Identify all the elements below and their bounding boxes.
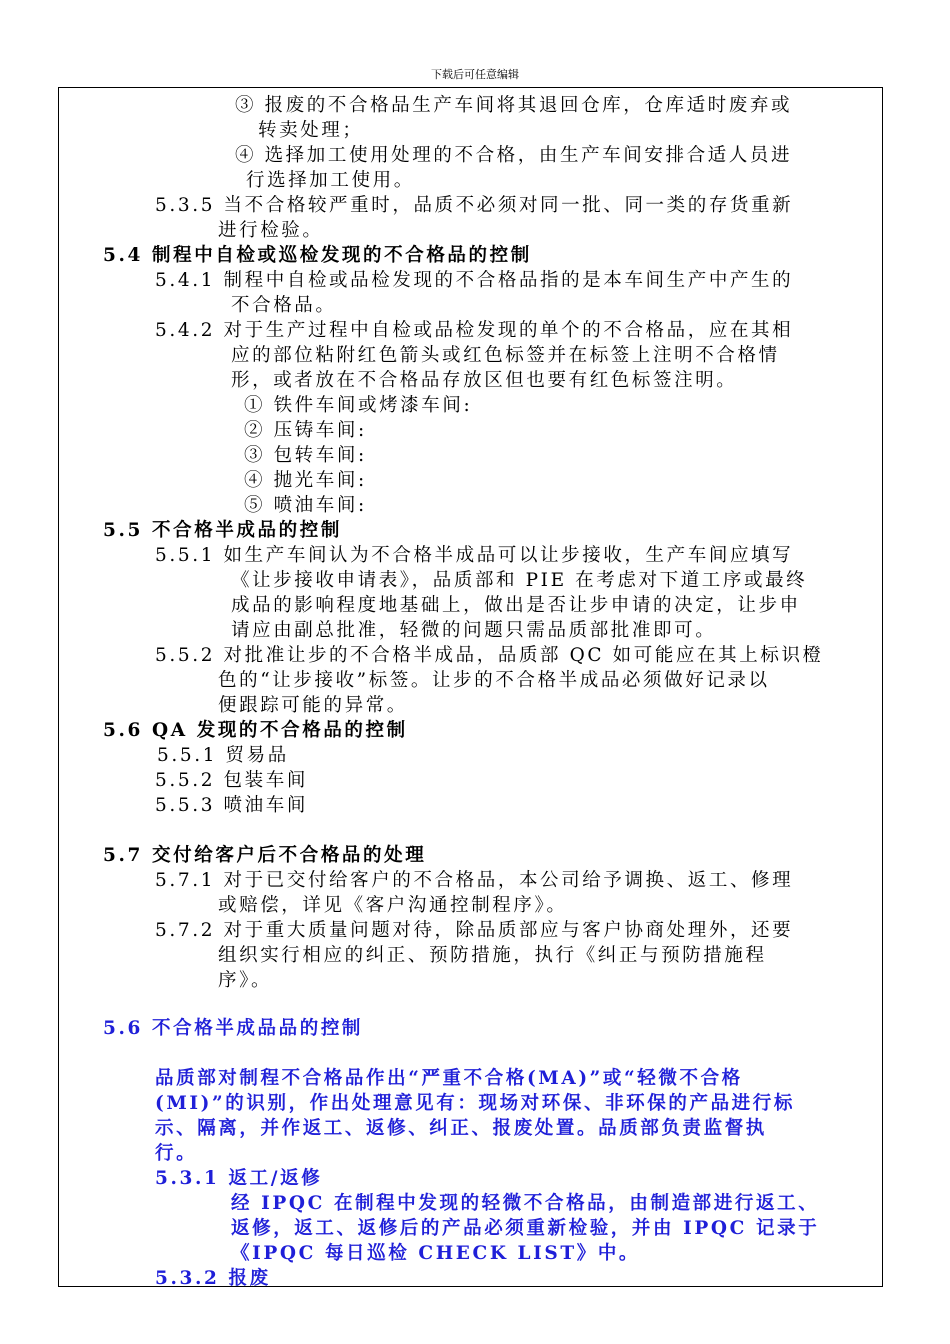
text-line-highlighted: 经 IPQC 在制程中发现的轻微不合格品，由制造部进行返工、 — [231, 1193, 820, 1214]
text-line: ③ 报废的不合格品生产车间将其退回仓库，仓库适时废弃或 — [235, 95, 793, 116]
text-line: 5.4.2 对于生产过程中自检或品检发现的单个的不合格品，应在其相 — [155, 320, 794, 341]
text-line: 5.5.1 如生产车间认为不合格半成品可以让步接收，生产车间应填写 — [155, 545, 794, 566]
list-item: ④ 抛光车间: — [244, 470, 367, 491]
list-item: ③ 包转车间: — [244, 445, 367, 466]
text-line-highlighted: 示、隔离，并作返工、返修、纠正、报废处置。品质部负责监督执 — [155, 1118, 767, 1139]
text-line: ④ 选择加工使用处理的不合格，由生产车间安排合适人员进 — [235, 145, 793, 166]
subsection-heading-highlighted: 5.3.1 返工/返修 — [155, 1168, 323, 1189]
text-line: 5.7.2 对于重大质量问题对待，除品质部应与客户协商处理外，还要 — [155, 920, 794, 941]
list-item: ⑤ 喷油车间: — [244, 495, 367, 516]
list-item: ② 压铸车间: — [244, 420, 367, 441]
text-line: 色的“让步接收”标签。让步的不合格半成品必须做好记录以 — [218, 670, 770, 691]
text-line: 形，或者放在不合格品存放区但也要有红色标签注明。 — [231, 370, 738, 391]
text-line-highlighted: 《IPQC 每日巡检 CHECK LIST》中。 — [231, 1243, 641, 1264]
text-line: 行选择加工使用。 — [246, 170, 415, 191]
list-item: 5.5.1 贸易品 — [157, 745, 289, 766]
text-line: 5.7.1 对于已交付给客户的不合格品，本公司给予调换、返工、修理 — [155, 870, 794, 891]
section-heading: 5.6 QA 发现的不合格品的控制 — [103, 720, 408, 741]
text-line: 序》。 — [218, 970, 273, 991]
text-line: 5.3.5 当不合格较严重时，品质不必须对同一批、同一类的存货重新 — [155, 195, 794, 216]
section-heading: 5.7 交付给客户后不合格品的处理 — [103, 845, 427, 866]
page-header: 下载后可任意编辑 — [431, 68, 519, 81]
text-line: 5.4.1 制程中自检或品检发现的不合格品指的是本车间生产中产生的 — [155, 270, 794, 291]
text-line: 应的部位粘附红色箭头或红色标签并在标签上注明不合格情 — [231, 345, 780, 366]
text-line: 组织实行相应的纠正、预防措施，执行《纠正与预防措施程 — [218, 945, 767, 966]
section-heading: 5.5 不合格半成品的控制 — [103, 520, 342, 541]
text-line-highlighted: 行。 — [155, 1143, 198, 1164]
text-line: 不合格品。 — [231, 295, 337, 316]
text-line-highlighted: (MI)”的识别，作出处理意见有：现场对环保、非环保的产品进行标 — [155, 1093, 795, 1114]
text-line: 便跟踪可能的异常。 — [218, 695, 408, 716]
text-line: 5.5.2 对批准让步的不合格半成品，品质部 QC 如可能应在其上标识橙 — [155, 645, 824, 666]
text-line: 《让步接收申请表》，品质部和 PIE 在考虑对下道工序或最终 — [231, 570, 808, 591]
list-item: 5.5.3 喷油车间 — [155, 795, 308, 816]
text-line: 转卖处理； — [258, 120, 364, 141]
section-heading-highlighted: 5.6 不合格半成品品的控制 — [103, 1018, 364, 1039]
section-heading: 5.4 制程中自检或巡检发现的不合格品的控制 — [103, 245, 532, 266]
text-line: 成品的影响程度地基础上，做出是否让步申请的决定，让步申 — [231, 595, 801, 616]
text-line: 请应由副总批准，轻微的问题只需品质部批准即可。 — [231, 620, 717, 641]
text-line-highlighted: 返修，返工、返修后的产品必须重新检验，并由 IPQC 记录于 — [231, 1218, 820, 1239]
text-line: 进行检验。 — [218, 220, 324, 241]
list-item: 5.5.2 包装车间 — [155, 770, 308, 791]
text-line-highlighted: 品质部对制程不合格品作出“严重不合格(MA)”或“轻微不合格 — [155, 1068, 743, 1089]
list-item: ① 铁件车间或烤漆车间: — [244, 395, 473, 416]
subsection-heading-highlighted: 5.3.2 报废 — [155, 1268, 271, 1289]
text-line: 或赔偿，详见《客户沟通控制程序》。 — [218, 895, 568, 916]
